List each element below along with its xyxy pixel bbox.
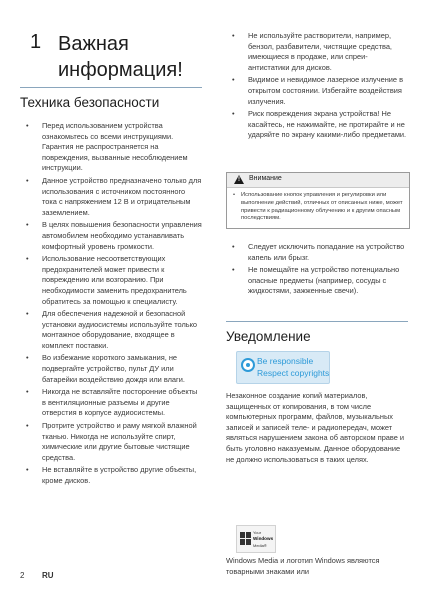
wm-logo-line-3: Media® [253,543,267,548]
caution-body [227,188,409,228]
section-title-safety: Техника безопасности [20,95,160,110]
list-item: • Данное устройство предназначено только для использования с источником постоянного тока с напряжением 12 В и отрицательным заземлением. [26,175,202,217]
section-title-notice: Уведомление [226,329,311,344]
caution-header [227,173,409,188]
list-item: • Использование несоответствующих предохранителей может привести к повреждению или возгоранию. При необходимости заменить предохранитель обратитесь за помощью к специалисту. [26,254,187,306]
caution-title: Внимание [249,175,282,182]
logo-line-1: Be responsible [257,356,314,366]
list-item: • Во избежание короткого замыкания, не подвергайте устройство, пульт ДУ или батарейки воздействию дождя или влаги. [26,353,185,384]
caution-box [226,172,410,229]
safety-list [20,121,202,487]
list-item: • Не вставляйте в устройство другие объекты, кроме дисков. [26,465,197,485]
windows-media-paragraph: Windows Media и логотип Windows являются товарными знаками или [226,556,380,576]
caution-item: • Использование кнопок управления и регулировки или выполнение действий, отличных от описанных ниже, может привести к радиационному облучению и к другим опасным последствиям. [233,192,403,222]
logo-line-2: Respect copyrights [257,368,330,378]
copyright-logo-icon [236,351,330,384]
warning-triangle-icon: ! [234,175,244,184]
windows-flag-icon [240,532,251,545]
list-item: • Риск повреждения экрана устройства! Не касайтесь, не нажимайте, не протирайте и не ударяйте по экрану какими-либо предметами. [232,109,407,140]
safety-list-more [226,242,408,297]
chapter-number: 1 [30,31,42,53]
list-item: • Для обеспечения надежной и безопасной установки аудиосистемы используйте только монтажное оборудование, входящее в комплект поставки. [26,309,198,350]
list-item: • Никогда не вставляйте посторонние объекты в вентиляционные разъемы и другие отверстия в корпусе аудиосистемы. [26,387,198,418]
list-item: • В целях повышения безопасности управления автомобилем необходимо устанавливать комфортный уровень громкости. [26,220,202,251]
list-item: • Не помещайте на устройство потенциально опасные предметы (например, сосуды с жидкостями, зажженные свечи). [232,265,400,296]
safety-list-continued [226,31,408,141]
copyright-logo-mark [241,358,255,372]
windows-media-logo-icon [236,525,276,553]
list-item: • Протрите устройство и раму мягкой влажной тканью. Никогда не используйте спирт, химические или другие бытовые чистящие средства. [26,421,197,462]
wm-logo-line-1: Your [253,530,262,535]
wm-logo-line-2: Windows [253,536,274,541]
chapter-title: Важная информация! [58,33,183,81]
notice-paragraph: Незаконное создание копий материалов, защищенных от копирования, в том числе компьютерных программ, файлов, музыкальных записей и записей теле- и радиопередач, может являться нарушением закона об авторском праве и быть уголовно наказуемым. Данное оборудование не должно использоваться в таких целях. [226,391,405,464]
list-item: • Видимое и невидимое лазерное излучение в открытом состоянии. Избегайте воздействия излучения. [232,75,404,106]
page-number: 2 [20,571,25,580]
list-item: • Не используйте растворители, например, бензол, разбавители, чистящие средства, имеющиеся в продаже, или спреи-антистатики для дисков. [232,31,392,72]
list-item: • Следует исключить попадание на устройство капель или брызг. [232,242,405,262]
language-code: RU [42,571,54,580]
list-item: • Перед использованием устройства ознакомьтесь со всеми инструкциями. Гарантия не распространяется на повреждения, вызванные несоблюдением инструкции. [26,121,188,173]
section-divider [20,87,202,88]
section-divider [226,321,408,322]
